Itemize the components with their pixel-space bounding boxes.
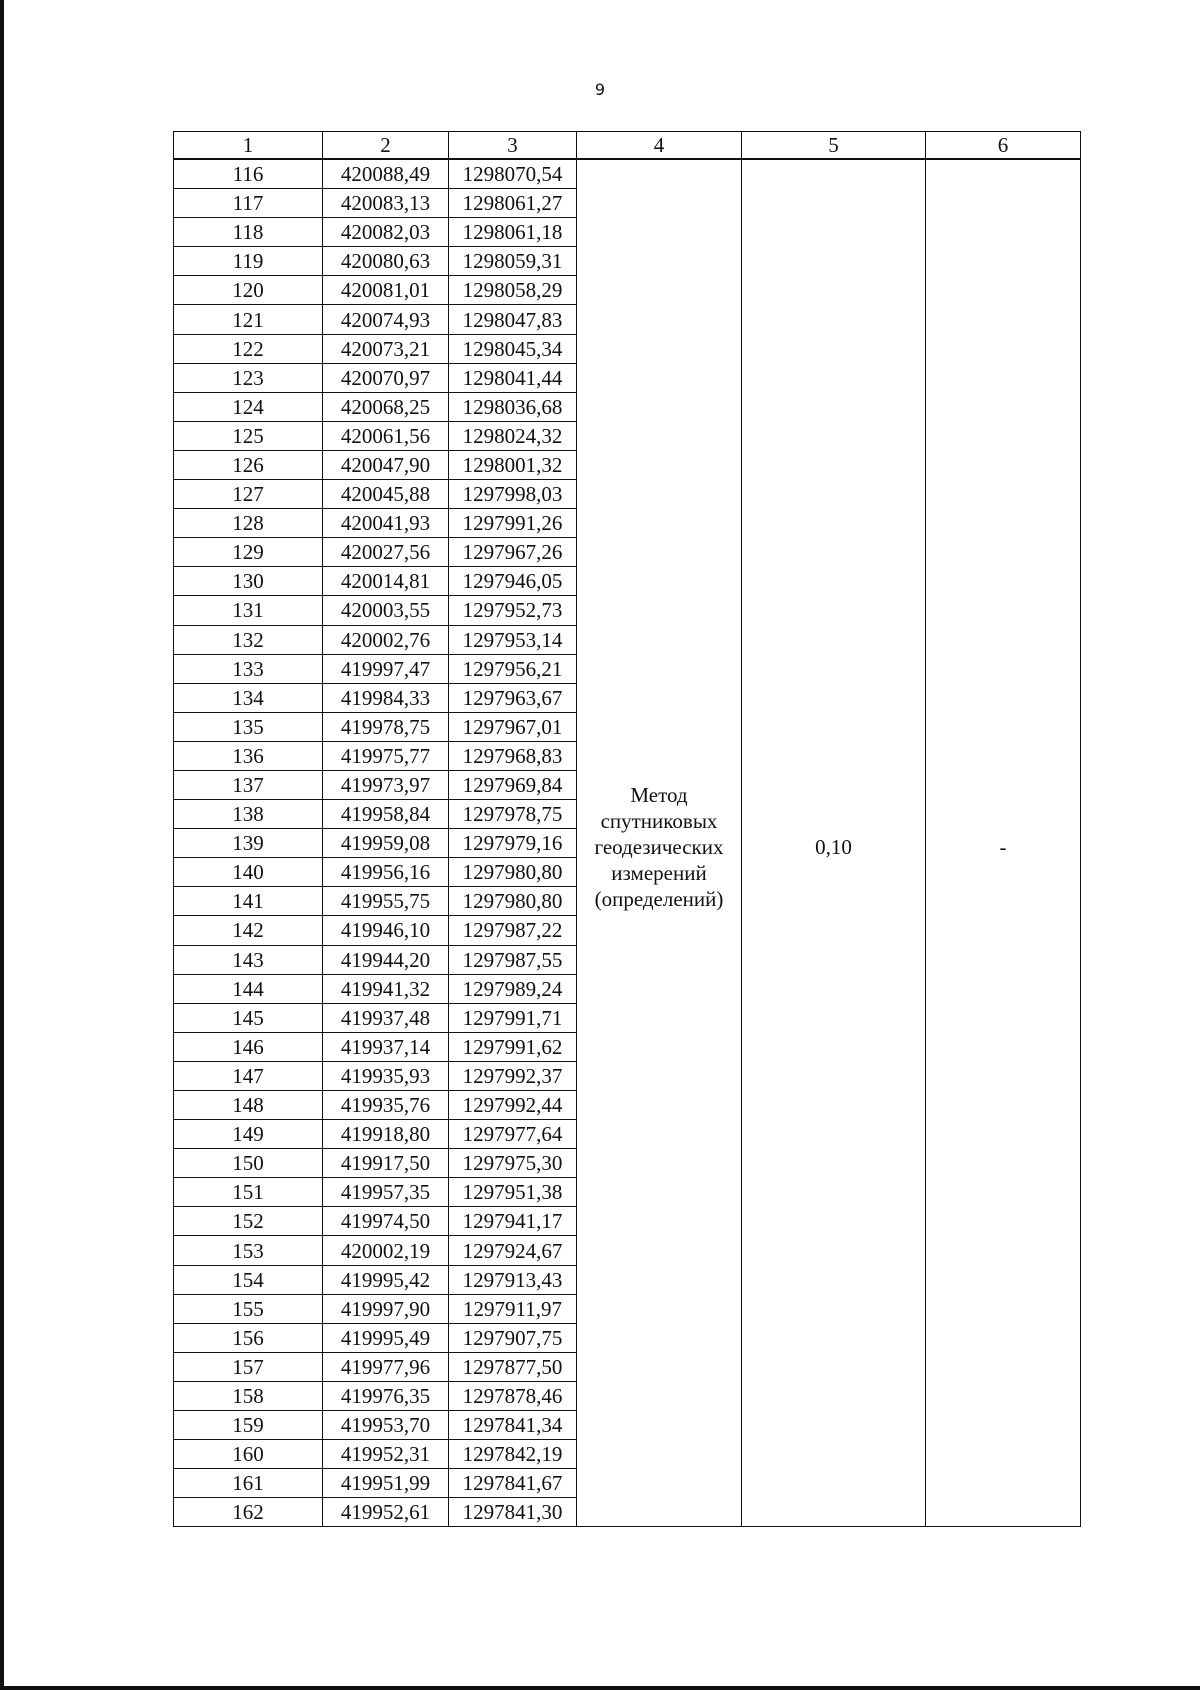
table-row [174, 159, 1081, 189]
point-number-cell: 161 [174, 1469, 323, 1498]
y-coordinate-cell: 1297956,21 [449, 654, 577, 683]
y-coordinate-cell: 1297992,37 [449, 1061, 577, 1090]
y-coordinate-cell: 1297941,17 [449, 1207, 577, 1236]
x-coordinate-cell: 419973,97 [323, 770, 449, 799]
x-coordinate-cell: 420074,93 [323, 305, 449, 334]
point-number-cell: 155 [174, 1294, 323, 1323]
y-coordinate-cell: 1297946,05 [449, 567, 577, 596]
point-number-cell: 124 [174, 392, 323, 421]
x-coordinate-cell: 419935,76 [323, 1091, 449, 1120]
point-number-cell: 123 [174, 363, 323, 392]
x-coordinate-cell: 419937,14 [323, 1032, 449, 1061]
point-number-cell: 138 [174, 800, 323, 829]
y-coordinate-cell: 1297877,50 [449, 1352, 577, 1381]
method-text-line: спутниковых [600, 809, 718, 834]
x-coordinate-cell: 420081,01 [323, 276, 449, 305]
x-coordinate-cell: 420088,49 [323, 159, 449, 189]
header-col-5: 5 [742, 132, 926, 160]
y-coordinate-cell: 1297953,14 [449, 625, 577, 654]
x-coordinate-cell: 419997,90 [323, 1294, 449, 1323]
y-coordinate-cell: 1297842,19 [449, 1440, 577, 1469]
x-coordinate-cell: 419946,10 [323, 916, 449, 945]
x-coordinate-cell: 419941,32 [323, 974, 449, 1003]
point-number-cell: 136 [174, 741, 323, 770]
point-number-cell: 117 [174, 189, 323, 218]
y-coordinate-cell: 1297841,34 [449, 1411, 577, 1440]
x-coordinate-cell: 420003,55 [323, 596, 449, 625]
point-number-cell: 126 [174, 450, 323, 479]
y-coordinate-cell: 1297992,44 [449, 1091, 577, 1120]
x-coordinate-cell: 419977,96 [323, 1352, 449, 1381]
y-coordinate-cell: 1297924,67 [449, 1236, 577, 1265]
header-col-2: 2 [323, 132, 449, 160]
header-col-3: 3 [449, 132, 577, 160]
y-coordinate-cell: 1297969,84 [449, 770, 577, 799]
point-number-cell: 147 [174, 1061, 323, 1090]
y-coordinate-cell: 1298001,32 [449, 450, 577, 479]
header-col-1: 1 [174, 132, 323, 160]
x-coordinate-cell: 419976,35 [323, 1381, 449, 1410]
point-number-cell: 149 [174, 1120, 323, 1149]
point-number-cell: 142 [174, 916, 323, 945]
x-coordinate-cell: 419974,50 [323, 1207, 449, 1236]
point-number-cell: 139 [174, 829, 323, 858]
y-coordinate-cell: 1297911,97 [449, 1294, 577, 1323]
x-coordinate-cell: 419978,75 [323, 712, 449, 741]
x-coordinate-cell: 420047,90 [323, 450, 449, 479]
x-coordinate-cell: 420061,56 [323, 421, 449, 450]
point-number-cell: 148 [174, 1091, 323, 1120]
point-number-cell: 153 [174, 1236, 323, 1265]
x-coordinate-cell: 419944,20 [323, 945, 449, 974]
point-number-cell: 159 [174, 1411, 323, 1440]
x-coordinate-cell: 420027,56 [323, 538, 449, 567]
y-coordinate-cell: 1298047,83 [449, 305, 577, 334]
point-number-cell: 134 [174, 683, 323, 712]
page-number: 9 [594, 80, 606, 99]
x-coordinate-cell: 419958,84 [323, 800, 449, 829]
point-number-cell: 143 [174, 945, 323, 974]
point-number-cell: 135 [174, 712, 323, 741]
x-coordinate-cell: 420068,25 [323, 392, 449, 421]
x-coordinate-cell: 420073,21 [323, 334, 449, 363]
point-number-cell: 125 [174, 421, 323, 450]
method-text-line: (определений) [594, 887, 724, 912]
point-number-cell: 154 [174, 1265, 323, 1294]
y-coordinate-cell: 1297979,16 [449, 829, 577, 858]
header-row [174, 132, 1081, 160]
y-coordinate-cell: 1297977,64 [449, 1120, 577, 1149]
y-coordinate-cell: 1297878,46 [449, 1381, 577, 1410]
x-coordinate-cell: 419959,08 [323, 829, 449, 858]
x-coordinate-cell: 420070,97 [323, 363, 449, 392]
point-number-cell: 128 [174, 509, 323, 538]
x-coordinate-cell: 419984,33 [323, 683, 449, 712]
point-number-cell: 156 [174, 1323, 323, 1352]
y-coordinate-cell: 1297991,26 [449, 509, 577, 538]
point-number-cell: 116 [174, 159, 323, 189]
x-coordinate-cell: 419935,93 [323, 1061, 449, 1090]
method-cell [577, 159, 742, 1527]
point-number-cell: 121 [174, 305, 323, 334]
x-coordinate-cell: 419997,47 [323, 654, 449, 683]
x-coordinate-cell: 420080,63 [323, 247, 449, 276]
point-number-cell: 151 [174, 1178, 323, 1207]
y-coordinate-cell: 1297989,24 [449, 974, 577, 1003]
y-coordinate-cell: 1298045,34 [449, 334, 577, 363]
x-coordinate-cell: 420045,88 [323, 480, 449, 509]
x-coordinate-cell: 420002,19 [323, 1236, 449, 1265]
y-coordinate-cell: 1297913,43 [449, 1265, 577, 1294]
y-coordinate-cell: 1297968,83 [449, 741, 577, 770]
point-number-cell: 132 [174, 625, 323, 654]
x-coordinate-cell: 419995,49 [323, 1323, 449, 1352]
point-number-cell: 141 [174, 887, 323, 916]
x-coordinate-cell: 419918,80 [323, 1120, 449, 1149]
coordinates-table [173, 131, 1081, 1527]
y-coordinate-cell: 1297967,01 [449, 712, 577, 741]
point-number-cell: 157 [174, 1352, 323, 1381]
method-text-line: геодезических [594, 835, 724, 860]
x-coordinate-cell: 420083,13 [323, 189, 449, 218]
x-coordinate-cell: 420002,76 [323, 625, 449, 654]
x-coordinate-cell: 419957,35 [323, 1178, 449, 1207]
y-coordinate-cell: 1297991,62 [449, 1032, 577, 1061]
y-coordinate-cell: 1297980,80 [449, 858, 577, 887]
y-coordinate-cell: 1297975,30 [449, 1149, 577, 1178]
method-text-line: измерений [611, 861, 707, 886]
x-coordinate-cell: 419937,48 [323, 1003, 449, 1032]
point-number-cell: 158 [174, 1381, 323, 1410]
x-coordinate-cell: 420014,81 [323, 567, 449, 596]
scan-left-edge [0, 0, 4, 1690]
x-coordinate-cell: 419955,75 [323, 887, 449, 916]
y-coordinate-cell: 1297987,22 [449, 916, 577, 945]
x-coordinate-cell: 419952,31 [323, 1440, 449, 1469]
header-col-6: 6 [926, 132, 1081, 160]
y-coordinate-cell: 1297967,26 [449, 538, 577, 567]
y-coordinate-cell: 1297841,67 [449, 1469, 577, 1498]
table-header [174, 132, 1081, 160]
point-number-cell: 145 [174, 1003, 323, 1032]
y-coordinate-cell: 1297841,30 [449, 1498, 577, 1527]
point-number-cell: 150 [174, 1149, 323, 1178]
accuracy-cell: 0,10 [742, 159, 926, 1527]
y-coordinate-cell: 1297963,67 [449, 683, 577, 712]
y-coordinate-cell: 1298041,44 [449, 363, 577, 392]
x-coordinate-cell: 419917,50 [323, 1149, 449, 1178]
point-number-cell: 144 [174, 974, 323, 1003]
y-coordinate-cell: 1297951,38 [449, 1178, 577, 1207]
point-number-cell: 133 [174, 654, 323, 683]
y-coordinate-cell: 1297987,55 [449, 945, 577, 974]
point-number-cell: 122 [174, 334, 323, 363]
header-col-4: 4 [577, 132, 742, 160]
x-coordinate-cell: 419953,70 [323, 1411, 449, 1440]
method-text-line: Метод [630, 783, 688, 808]
y-coordinate-cell: 1298036,68 [449, 392, 577, 421]
point-number-cell: 146 [174, 1032, 323, 1061]
scan-bottom-edge [0, 1686, 1200, 1690]
y-coordinate-cell: 1297907,75 [449, 1323, 577, 1352]
x-coordinate-cell: 420041,93 [323, 509, 449, 538]
y-coordinate-cell: 1297998,03 [449, 480, 577, 509]
y-coordinate-cell: 1297991,71 [449, 1003, 577, 1032]
point-number-cell: 118 [174, 218, 323, 247]
y-coordinate-cell: 1298058,29 [449, 276, 577, 305]
point-number-cell: 131 [174, 596, 323, 625]
y-coordinate-cell: 1297952,73 [449, 596, 577, 625]
point-number-cell: 160 [174, 1440, 323, 1469]
point-number-cell: 127 [174, 480, 323, 509]
x-coordinate-cell: 419995,42 [323, 1265, 449, 1294]
y-coordinate-cell: 1298070,54 [449, 159, 577, 189]
x-coordinate-cell: 419956,16 [323, 858, 449, 887]
point-number-cell: 137 [174, 770, 323, 799]
y-coordinate-cell: 1297978,75 [449, 800, 577, 829]
x-coordinate-cell: 419951,99 [323, 1469, 449, 1498]
point-number-cell: 119 [174, 247, 323, 276]
x-coordinate-cell: 420082,03 [323, 218, 449, 247]
point-number-cell: 130 [174, 567, 323, 596]
y-coordinate-cell: 1297980,80 [449, 887, 577, 916]
y-coordinate-cell: 1298024,32 [449, 421, 577, 450]
point-number-cell: 162 [174, 1498, 323, 1527]
table-body [174, 159, 1081, 1527]
y-coordinate-cell: 1298061,27 [449, 189, 577, 218]
y-coordinate-cell: 1298059,31 [449, 247, 577, 276]
point-number-cell: 120 [174, 276, 323, 305]
x-coordinate-cell: 419975,77 [323, 741, 449, 770]
point-number-cell: 140 [174, 858, 323, 887]
point-number-cell: 152 [174, 1207, 323, 1236]
x-coordinate-cell: 419952,61 [323, 1498, 449, 1527]
column-6-cell: - [926, 159, 1081, 1527]
y-coordinate-cell: 1298061,18 [449, 218, 577, 247]
point-number-cell: 129 [174, 538, 323, 567]
